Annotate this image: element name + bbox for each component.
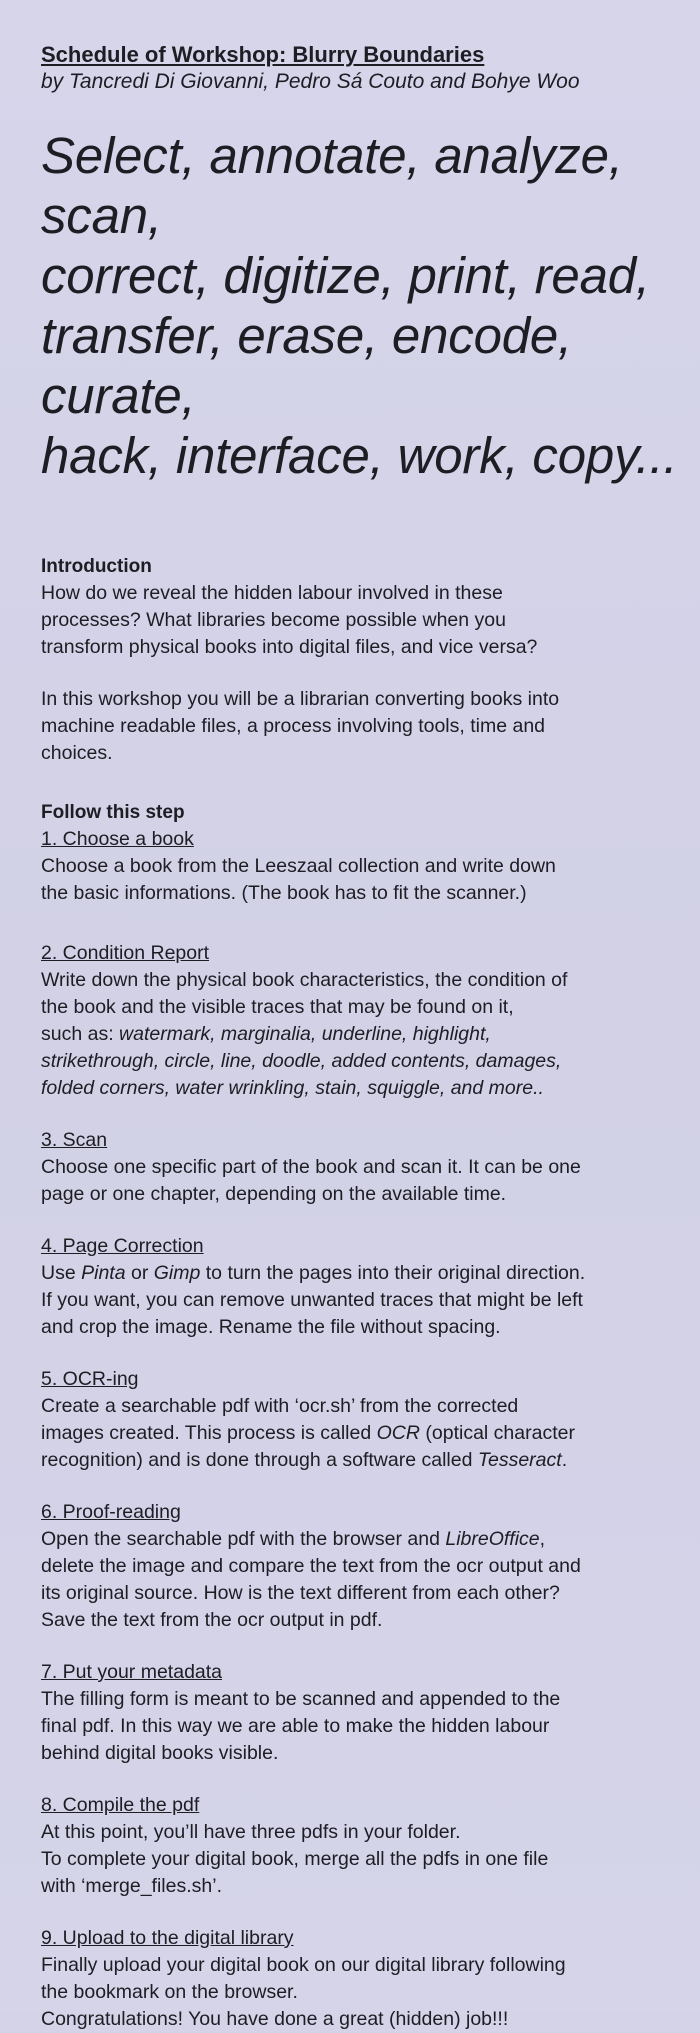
text-fragment-italic: Pinta [81, 1262, 126, 1284]
text-line: final pdf. In this way we are able to make the hidden labour [41, 1715, 550, 1737]
text-line: choices. [41, 742, 113, 764]
text-line: behind digital books visible. [41, 1742, 279, 1764]
step-text [41, 1819, 682, 1900]
step-text [41, 1154, 682, 1208]
step-title: 2. Condition Report [41, 942, 210, 964]
byline: by Tancredi Di Giovanni, Pedro Sá Couto and Bohye Woo [41, 70, 580, 93]
text-line: with ‘merge_files.sh’. [41, 1875, 222, 1897]
step-scan [41, 1127, 682, 1208]
step-title: 9. Upload to the digital library [41, 1927, 294, 1949]
text-fragment-italic: LibreOffice [445, 1528, 540, 1550]
headline-line: correct, digitize, print, read, [41, 247, 650, 304]
introduction-heading: Introduction [41, 556, 152, 577]
introduction-paragraph-1 [41, 580, 682, 661]
step-compile-pdf [41, 1792, 682, 1900]
text-line: its original source. How is the text different from each other? [41, 1582, 560, 1604]
step-ocr-ing [41, 1366, 682, 1474]
text-fragment: Open the searchable pdf with the browser and [41, 1528, 446, 1550]
text-fragment: , [539, 1528, 546, 1550]
step-text [41, 853, 682, 907]
headline-line: Select, annotate, analyze, scan, [41, 127, 623, 244]
text-line: transform physical books into digital files, and vice versa? [41, 636, 538, 658]
text-line: the book and the visible traces that may be found on it, [41, 996, 514, 1018]
text-fragment-italic: Gimp [153, 1262, 201, 1284]
step-title: 4. Page Correction [41, 1235, 204, 1257]
text-line: Congratulations! You have done a great (hidden) job!!! [41, 2008, 509, 2030]
text-line: Choose one specific part of the book and scan it. It can be one [41, 1156, 581, 1178]
text-line: delete the image and compare the text from the ocr output and [41, 1555, 581, 1577]
headline-line: hack, interface, work, copy... [41, 427, 678, 484]
text-line: Write down the physical book characteristics, the condition of [41, 969, 568, 991]
step-metadata [41, 1659, 682, 1767]
step-title: 6. Proof-reading [41, 1501, 181, 1523]
step-text [41, 967, 682, 1102]
page-title: Schedule of Workshop: Blurry Boundaries [41, 42, 485, 67]
text-line [41, 1260, 682, 1287]
text-line [41, 1420, 682, 1447]
text-line: processes? What libraries become possible when you [41, 609, 506, 631]
text-line [41, 1526, 682, 1553]
step-title: 5. OCR-ing [41, 1368, 139, 1390]
text-line: At this point, you’ll have three pdfs in your folder. [41, 1821, 461, 1843]
step-condition-report [41, 940, 682, 1102]
text-fragment: or [125, 1262, 154, 1284]
headline-line: transfer, erase, encode, curate, [41, 307, 573, 424]
text-line: How do we reveal the hidden labour involved in these [41, 582, 503, 604]
text-fragment: (optical character [419, 1422, 575, 1444]
text-fragment-italic: folded corners, water wrinkling, stain, squiggle, and more.. [41, 1077, 544, 1099]
step-proof-reading [41, 1499, 682, 1634]
text-line: Save the text from the ocr output in pdf. [41, 1609, 383, 1631]
introduction-paragraph-2 [41, 686, 682, 767]
text-fragment: . [561, 1449, 568, 1471]
text-line: the bookmark on the browser. [41, 1981, 298, 2003]
text-line [41, 1447, 682, 1474]
text-line: The filling form is meant to be scanned and appended to the [41, 1688, 561, 1710]
step-page-correction [41, 1233, 682, 1341]
steps-heading: Follow this step [41, 802, 185, 823]
text-fragment-italic: Tesseract [477, 1449, 562, 1471]
text-line: To complete your digital book, merge all the pdfs in one file [41, 1848, 549, 1870]
text-fragment-italic: strikethrough, circle, line, doodle, added contents, damages, [41, 1050, 562, 1072]
text-fragment: Use [41, 1262, 82, 1284]
text-line: and crop the image. Rename the file without spacing. [41, 1316, 501, 1338]
text-line: If you want, you can remove unwanted traces that might be left [41, 1289, 583, 1311]
step-upload [41, 1925, 682, 2033]
step-text [41, 1393, 682, 1474]
text-line [41, 1021, 682, 1048]
step-title: 1. Choose a book [41, 828, 194, 850]
step-text [41, 1526, 682, 1634]
step-choose-book [41, 826, 682, 907]
step-title: 8. Compile the pdf [41, 1794, 200, 1816]
text-fragment-italic: watermark, marginalia, underline, highlight, [119, 1023, 491, 1045]
headline [41, 126, 682, 486]
text-fragment: such as: [41, 1023, 120, 1045]
text-line: Choose a book from the Leeszaal collection and write down [41, 855, 556, 877]
text-line: Create a searchable pdf with ‘ocr.sh’ from the corrected [41, 1395, 519, 1417]
text-line: machine readable files, a process involving tools, time and [41, 715, 546, 737]
text-line [41, 1075, 682, 1102]
text-fragment: recognition) and is done through a software called [41, 1449, 478, 1471]
text-line: the basic informations. (The book has to fit the scanner.) [41, 882, 527, 904]
text-fragment: images created. This process is called [41, 1422, 377, 1444]
text-line: page or one chapter, depending on the available time. [41, 1183, 507, 1205]
step-text [41, 1260, 682, 1341]
text-fragment: to turn the pages into their original direction. [200, 1262, 586, 1284]
step-title: 3. Scan [41, 1129, 108, 1151]
text-line [41, 1048, 682, 1075]
step-title: 7. Put your metadata [41, 1661, 223, 1683]
text-line: Finally upload your digital book on our digital library following [41, 1954, 566, 1976]
step-text [41, 1952, 682, 2033]
text-line: In this workshop you will be a librarian converting books into [41, 688, 560, 710]
text-fragment-italic: OCR [376, 1422, 420, 1444]
step-text [41, 1686, 682, 1767]
